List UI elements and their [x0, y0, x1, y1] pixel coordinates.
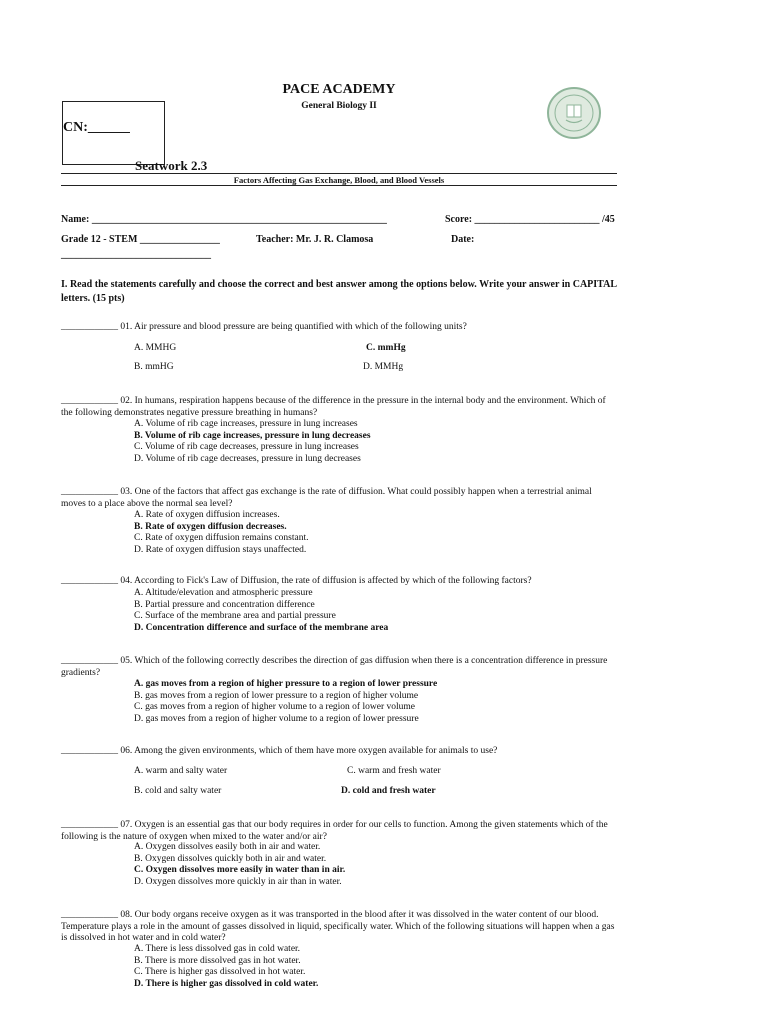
question-03-option-b: B. Rate of oxygen diffusion decreases. — [134, 521, 287, 532]
question-02-options — [134, 419, 371, 465]
topic-heading: Factors Affecting Gas Exchange, Blood, and Blood Vessels — [233, 175, 445, 185]
question-05-option-a: A. gas moves from a region of higher pressure to a region of lower pressure — [134, 679, 438, 689]
question-04-stem: ____________ 04. According to Fick's Law of Diffusion, the rate of diffusion is affected by which of the following factors? — [61, 576, 532, 586]
teacher-line: Teacher: Mr. J. R. Clamosa — [256, 234, 374, 245]
question-03-options — [134, 510, 309, 556]
seatwork-title: Seatwork 2.3 — [135, 158, 208, 173]
question-02-stem: ____________ 02. In humans, respiration happens because of the difference in the pressure in the internal body and the environment. Which of the following demonstrates negative pressure breathing in humans? — [61, 396, 606, 418]
question-04-options — [134, 588, 388, 634]
name-line: Name: ___________________________________________________________ — [61, 214, 387, 225]
school-name: PACE ACADEMY — [282, 82, 396, 97]
question-07-option-d: D. Oxygen dissolves more quickly in air than in water. — [134, 876, 342, 887]
date-label: Date: — [451, 234, 475, 245]
question-06-option-a: A. warm and salty water — [134, 766, 228, 776]
question-02-option-c: C. Volume of rib cage decreases, pressure in lung increases — [134, 442, 359, 453]
question-01-option-c: C. mmHg — [366, 343, 406, 353]
question-08-option-d: D. There is higher gas dissolved in cold water. — [134, 978, 319, 989]
instructions: I. Read the statements carefully and choose the correct and best answer among the options below. Write your answer in CAPITAL letters. (15 pts) — [61, 279, 617, 304]
question-02-option-b: B. Volume of rib cage increases, pressure in lung decreases — [134, 430, 371, 441]
question-06-stem: ____________ 06. Among the given environments, which of them have more oxygen available for animals to use? — [61, 746, 498, 756]
question-06-option-b: B. cold and salty water — [134, 786, 222, 796]
question-05-option-c: C. gas moves from a region of higher volume to a region of lower volume — [134, 702, 415, 713]
question-07-stem: ____________ 07. Oxygen is an essential gas that our body requires in order for our cells to function. Among the given statements which of the following is the nature of oxygen when mixed to the water and/or air? — [61, 820, 608, 842]
question-07-option-c: C. Oxygen dissolves more easily in water than in air. — [134, 865, 346, 876]
divider-bottom — [61, 185, 617, 186]
question-07-option-b: B. Oxygen dissolves quickly both in air and water. — [134, 853, 327, 864]
question-01-option-d: D. MMHg — [363, 362, 404, 372]
school-seal-logo — [547, 87, 601, 139]
question-05-options — [134, 679, 437, 725]
question-07-options — [134, 842, 345, 888]
question-01-option-b: B. mmHG — [134, 362, 174, 372]
question-04-option-c: C. Surface of the membrane area and partial pressure — [134, 611, 336, 622]
course-name: General Biology II — [301, 101, 377, 111]
question-01-option-a: A. MMHG — [134, 343, 177, 353]
cn-label: CN:______ — [63, 120, 130, 135]
question-07-option-a: A. Oxygen dissolves easily both in air and water. — [134, 842, 321, 852]
question-08-option-a: A. There is less dissolved gas in cold water. — [134, 944, 301, 954]
question-03-stem: ____________ 03. One of the factors that affect gas exchange is the rate of diffusion. What could possibly happen when a terrestrial animal moves to a place above the normal sea level? — [61, 487, 592, 509]
divider-top — [61, 173, 617, 174]
question-03-option-a: A. Rate of oxygen diffusion increases. — [134, 510, 280, 520]
question-02-option-a: A. Volume of rib cage increases, pressure in lung increases — [134, 419, 358, 429]
question-08-option-b: B. There is more dissolved gas in hot water. — [134, 955, 301, 966]
question-04-option-b: B. Partial pressure and concentration difference — [134, 599, 315, 610]
question-08-option-c: C. There is higher gas dissolved in hot water. — [134, 967, 306, 978]
question-04-option-a: A. Altitude/elevation and atmospheric pressure — [134, 588, 313, 598]
question-08-options — [134, 944, 318, 990]
question-04-option-d: D. Concentration difference and surface of the membrane area — [134, 622, 389, 633]
question-06-option-c: C. warm and fresh water — [347, 766, 441, 776]
question-06-option-d: D. cold and fresh water — [341, 786, 436, 796]
question-02-option-d: D. Volume of rib cage decreases, pressure in lung decreases — [134, 453, 361, 464]
question-03-option-d: D. Rate of oxygen diffusion stays unaffected. — [134, 544, 307, 555]
question-05-option-b: B. gas moves from a region of lower pressure to a region of higher volume — [134, 690, 419, 701]
question-08-stem: ____________ 08. Our body organs receive oxygen as it was transported in the blood after it was dissolved in the water content of our blood. Temperature plays a role in the amount of gasses dissolved in liquid, specifically water. Which of the following situations will happen when a gas is dissolved in hot water and in cold water? — [61, 910, 615, 944]
date-blank: ______________________________ — [61, 249, 211, 260]
score-line: Score: _________________________ /45 — [445, 214, 615, 225]
question-03-option-c: C. Rate of oxygen diffusion remains constant. — [134, 533, 309, 544]
question-01-stem: ____________ 01. Air pressure and blood pressure are being quantified with which of the following units? — [61, 322, 467, 332]
question-05-option-d: D. gas moves from a region of higher volume to a region of lower pressure — [134, 713, 419, 724]
grade-line: Grade 12 - STEM ________________ — [61, 234, 220, 245]
question-05-stem: ____________ 05. Which of the following correctly describes the direction of gas diffusion when there is a concentration difference in pressure gradients? — [61, 656, 608, 678]
